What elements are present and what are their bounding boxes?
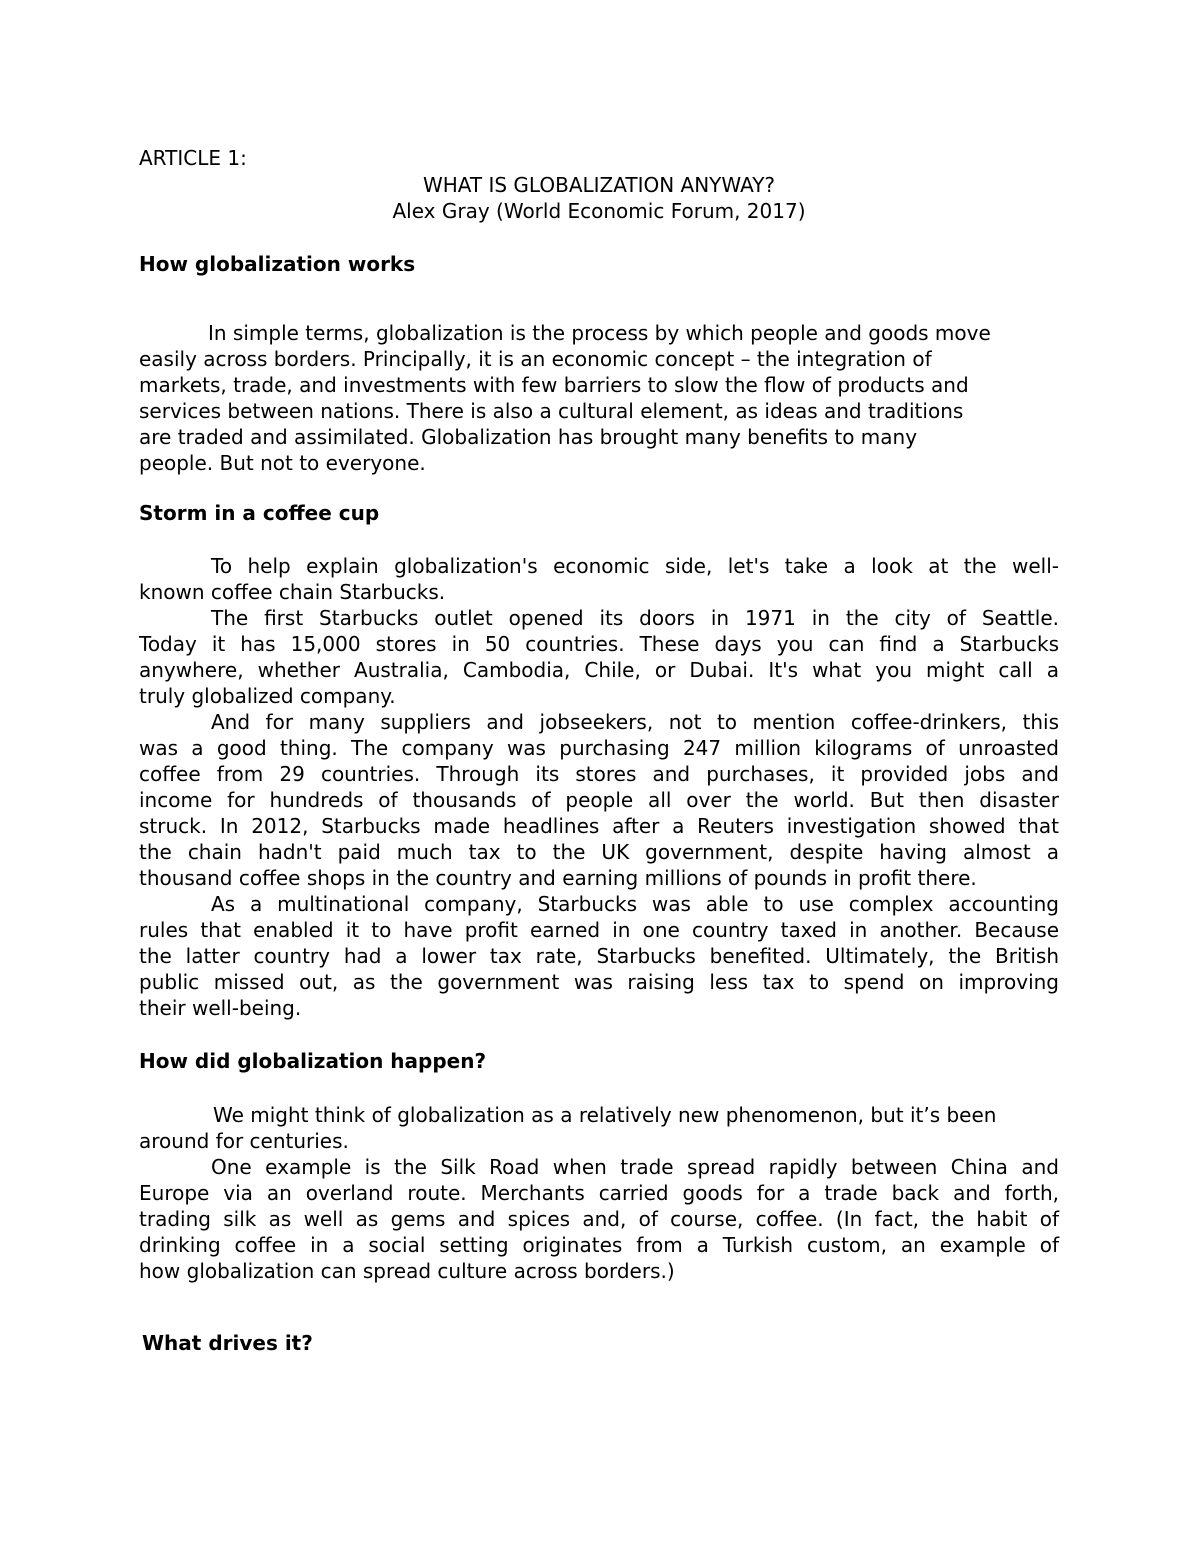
paragraph-how-did-globalization-happen [139,1102,1059,1284]
paragraph-line: As a multinational company, Starbucks was able to use complex accounting [211,892,1059,916]
article-byline: Alex Gray (World Economic Forum, 2017) [392,199,806,223]
paragraph-line: truly globalized company. [139,684,396,708]
paragraph-line: known coffee chain Starbucks. [139,580,446,604]
paragraph-line: public missed out, as the government was raising less tax to spend on improving [139,970,1059,994]
section-heading-storm-in-a-coffee-cup: Storm in a coffee cup [139,501,380,525]
paragraph-line: the latter country had a lower tax rate, Starbucks benefited. Ultimately, the British [139,944,1059,968]
paragraph-line: We might think of globalization as a relatively new phenomenon, but it’s been [213,1103,997,1127]
paragraph-line: are traded and assimilated. Globalization has brought many benefits to many [139,425,918,449]
paragraph-line: people. But not to everyone. [139,451,426,475]
paragraph-line: trading silk as well as gems and spices and, of course, coffee. (In fact, the habit of [139,1207,1059,1231]
paragraph-line: In simple terms, globalization is the process by which people and goods move [208,321,991,345]
paragraph-line: around for centuries. [139,1129,349,1153]
paragraph-how-globalization-works [139,320,1059,476]
paragraph-line: anywhere, whether Australia, Cambodia, Chile, or Dubai. It's what you might call a [139,658,1059,682]
paragraph-line: And for many suppliers and jobseekers, not to mention coffee-drinkers, this [211,710,1059,734]
paragraph-line: their well-being. [139,996,302,1020]
paragraph-line: markets, trade, and investments with few barriers to slow the flow of products and [139,373,969,397]
section-heading-how-did-globalization-happen: How did globalization happen? [139,1049,487,1073]
paragraph-line: rules that enabled it to have profit earned in one country taxed in another. Because [139,918,1059,942]
paragraph-line: how globalization can spread culture across borders.) [139,1259,675,1283]
paragraph-line: To help explain globalization's economic side, let's take a look at the well- [211,554,1059,578]
article-label: ARTICLE 1: [139,146,247,170]
paragraph-line: services between nations. There is also a cultural element, as ideas and traditions [139,399,964,423]
paragraph-line: income for hundreds of thousands of people all over the world. But then disaster [139,788,1059,812]
paragraph-line: The first Starbucks outlet opened its doors in 1971 in the city of Seattle. [211,606,1059,630]
article-title: WHAT IS GLOBALIZATION ANYWAY? [422,173,776,197]
document-page [139,0,1059,1553]
paragraph-line: One example is the Silk Road when trade spread rapidly between China and [211,1155,1059,1179]
paragraph-line: Today it has 15,000 stores in 50 countries. These days you can find a Starbucks [139,632,1059,656]
paragraph-line: easily across borders. Principally, it is an economic concept – the integration of [139,347,932,371]
paragraph-storm-in-a-coffee-cup [139,553,1059,1021]
paragraph-line: thousand coffee shops in the country and earning millions of pounds in profit there. [139,866,977,890]
section-heading-what-drives-it: What drives it? [142,1331,313,1355]
paragraph-line: the chain hadn't paid much tax to the UK government, despite having almost a [139,840,1059,864]
paragraph-line: drinking coffee in a social setting originates from a Turkish custom, an example of [139,1233,1059,1257]
section-heading-how-globalization-works: How globalization works [139,252,416,276]
paragraph-line: struck. In 2012, Starbucks made headlines after a Reuters investigation showed that [139,814,1059,838]
paragraph-line: coffee from 29 countries. Through its stores and purchases, it provided jobs and [139,762,1059,786]
paragraph-line: was a good thing. The company was purchasing 247 million kilograms of unroasted [139,736,1059,760]
paragraph-line: Europe via an overland route. Merchants carried goods for a trade back and forth, [139,1181,1059,1205]
